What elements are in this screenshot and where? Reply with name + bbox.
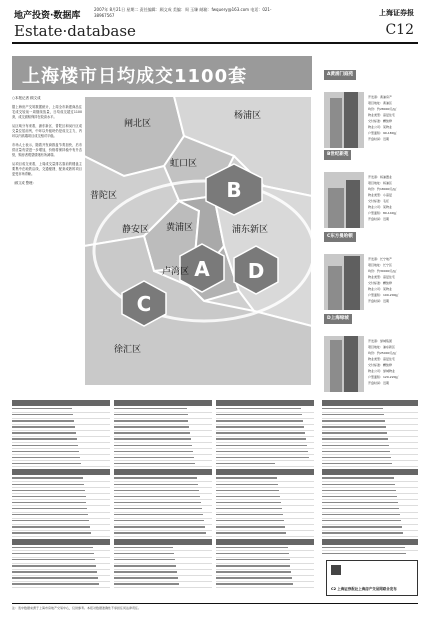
listing-row bbox=[12, 414, 110, 419]
listing-section-header bbox=[322, 400, 418, 406]
listing-row bbox=[322, 496, 418, 501]
district-label: 普陀区 bbox=[90, 191, 118, 201]
listing-row bbox=[216, 553, 314, 558]
sponsor-logo-icon bbox=[331, 565, 341, 575]
listing-row bbox=[216, 526, 314, 531]
listing-row bbox=[322, 457, 418, 462]
listing-row bbox=[114, 438, 212, 443]
listing-row bbox=[216, 583, 314, 588]
listing-row bbox=[12, 583, 110, 588]
listing-section-header bbox=[114, 469, 212, 475]
listing-row bbox=[216, 514, 314, 519]
page-number: C12 bbox=[385, 22, 414, 38]
listing-row bbox=[216, 477, 314, 482]
listing-row bbox=[12, 565, 110, 570]
listing-section-header bbox=[12, 539, 110, 545]
listing-row bbox=[322, 451, 418, 456]
building-photo bbox=[324, 92, 364, 148]
sponsor-text: C2 上海证券报社上海房产交易网联合发布 bbox=[331, 587, 397, 591]
project-details: 开发商：黄浦房产 项目地址：黄浦区 均价：约28000元/㎡ 物业类型：高层住宅 交付标准：精装修 物业公司：某物业 户型面积：90-180㎡ 开盘时间：近期 bbox=[368, 95, 397, 141]
listing-row bbox=[114, 577, 212, 582]
project-panel-title: C东方曼哈顿 bbox=[324, 232, 356, 242]
listing-section-header bbox=[216, 469, 314, 475]
project-panel-title: B世纪新苑 bbox=[324, 150, 351, 160]
building-photo bbox=[324, 336, 364, 392]
listing-row bbox=[12, 577, 110, 582]
listing-column bbox=[216, 398, 314, 590]
article-paragraph: 从区域分布来看，浦东新区、普陀区和闵行区成交量位居前列，中环以外板块仍是成交主力，内环以内高端项目成交相对平稳。 bbox=[12, 124, 82, 138]
listing-column bbox=[322, 398, 418, 554]
district-label: 浦东新区 bbox=[232, 225, 269, 235]
listing-row bbox=[322, 532, 418, 537]
building-photo bbox=[324, 254, 364, 310]
sponsor-box bbox=[326, 560, 418, 596]
listing-row bbox=[216, 532, 314, 537]
listing-row bbox=[12, 508, 110, 513]
listing-row bbox=[12, 532, 110, 537]
project-panel-b bbox=[324, 150, 418, 221]
listing-row bbox=[322, 432, 418, 437]
building-photo bbox=[324, 172, 364, 228]
page-header bbox=[8, 4, 418, 50]
listing-row bbox=[216, 420, 314, 425]
listing-row bbox=[12, 526, 110, 531]
listing-row bbox=[216, 565, 314, 570]
listing-row bbox=[322, 520, 418, 525]
listing-row bbox=[12, 457, 110, 462]
marker-a-label: A bbox=[194, 257, 210, 281]
listing-row bbox=[114, 457, 212, 462]
listing-section-header bbox=[322, 469, 418, 475]
listing-row bbox=[12, 553, 110, 558]
listing-row bbox=[322, 426, 418, 431]
listing-row bbox=[114, 526, 212, 531]
listing-row bbox=[12, 445, 110, 450]
listing-row bbox=[216, 577, 314, 582]
listing-row bbox=[12, 463, 110, 468]
project-details: 开发商：杨浦置业 项目地址：杨浦区 均价：约18000元/㎡ 物业类型：小高层 交付标准：毛坯 物业公司：某物业 户型面积：80-140㎡ 开盘时间：近期 bbox=[368, 175, 397, 221]
listing-row bbox=[216, 520, 314, 525]
listing-row bbox=[216, 502, 314, 507]
district-label: 黄浦区 bbox=[166, 223, 194, 233]
listing-row bbox=[12, 477, 110, 482]
listing-row bbox=[216, 559, 314, 564]
project-details: 开发商：长宁地产 项目地址：长宁区 均价：约30000元/㎡ 物业类型：高层住宅 交付标准：精装修 物业公司：某物业 户型面积：100-200㎡ 开盘时间：近期 bbox=[368, 257, 399, 303]
listing-row bbox=[322, 547, 418, 552]
listing-row bbox=[114, 583, 212, 588]
listing-row bbox=[216, 426, 314, 431]
listing-row bbox=[12, 408, 110, 413]
listing-row bbox=[114, 426, 212, 431]
listing-row bbox=[114, 520, 212, 525]
district-label: 徐汇区 bbox=[114, 345, 142, 355]
listing-row bbox=[114, 547, 212, 552]
project-panel-title: A黄浦门庭苑 bbox=[324, 70, 356, 80]
listing-row bbox=[322, 490, 418, 495]
listing-row bbox=[216, 484, 314, 489]
listing-row bbox=[216, 445, 314, 450]
listing-row bbox=[216, 408, 314, 413]
listing-row bbox=[322, 438, 418, 443]
listing-row bbox=[12, 496, 110, 501]
listing-row bbox=[12, 559, 110, 564]
listing-row bbox=[114, 484, 212, 489]
listing-section-header bbox=[114, 539, 212, 545]
listing-row bbox=[322, 484, 418, 489]
district-map bbox=[84, 96, 312, 386]
project-panel-c bbox=[324, 232, 418, 303]
listing-row bbox=[322, 445, 418, 450]
listing-row bbox=[114, 514, 212, 519]
listing-row bbox=[114, 553, 212, 558]
listing-row bbox=[114, 508, 212, 513]
listing-row bbox=[216, 438, 314, 443]
listing-row bbox=[114, 502, 212, 507]
listing-row bbox=[114, 420, 212, 425]
listing-row bbox=[216, 432, 314, 437]
listing-row bbox=[216, 457, 314, 462]
listing-section-header bbox=[216, 400, 314, 406]
listing-section-header bbox=[12, 469, 110, 475]
listing-row bbox=[12, 547, 110, 552]
listing-row bbox=[12, 484, 110, 489]
listing-row bbox=[12, 571, 110, 576]
listing-row bbox=[114, 559, 212, 564]
listing-row bbox=[114, 408, 212, 413]
listing-row bbox=[12, 502, 110, 507]
listing-row bbox=[322, 514, 418, 519]
listing-row bbox=[12, 438, 110, 443]
listing-row bbox=[322, 463, 418, 468]
project-panel-title: D上海绿城 bbox=[324, 314, 352, 324]
listing-row bbox=[114, 463, 212, 468]
listing-section-header bbox=[12, 400, 110, 406]
headline: 上海楼市日均成交1100套 bbox=[22, 66, 248, 87]
listing-row bbox=[322, 477, 418, 482]
listing-row bbox=[216, 414, 314, 419]
listing-row bbox=[114, 532, 212, 537]
section-title: 地产投资·数据库 bbox=[14, 11, 81, 21]
district-label: 卢湾区 bbox=[162, 267, 190, 277]
project-panel-a bbox=[324, 70, 418, 141]
listing-row bbox=[322, 408, 418, 413]
listing-row bbox=[12, 420, 110, 425]
listing-row bbox=[322, 414, 418, 419]
listing-row bbox=[114, 496, 212, 501]
district-label: 虹口区 bbox=[170, 159, 198, 169]
article-paragraph: 据上海房产交易数据统计，上周全市新建商品住宅成交较前一周继续放量，日均成交超过1100套，成交面积保持在较高水平。 bbox=[12, 105, 82, 119]
article-paragraph: 从项目成交来看，上周成交量排名靠前的楼盘主要集中在地铁沿线，交通便捷、配套成熟的项目更受市场青睐。 bbox=[12, 162, 82, 176]
listing-row bbox=[12, 451, 110, 456]
listing-row bbox=[12, 514, 110, 519]
listing-row bbox=[322, 526, 418, 531]
listing-row bbox=[216, 490, 314, 495]
listing-row bbox=[216, 496, 314, 501]
marker-b-label: B bbox=[226, 178, 242, 202]
marker-d-label: D bbox=[247, 259, 265, 283]
listing-row bbox=[12, 432, 110, 437]
header-rule bbox=[12, 42, 418, 44]
newspaper-brand: 上海证券报 bbox=[379, 9, 414, 17]
listing-row bbox=[322, 553, 418, 554]
listing-row bbox=[216, 547, 314, 552]
listing-section-header bbox=[114, 400, 212, 406]
listing-row bbox=[12, 490, 110, 495]
article-paragraph: 市场人士表示，随着开发商推盘节奏加快，后市供应量有望进一步增加，价格将保持稳中有升态势，购房者观望情绪有所减弱。 bbox=[12, 143, 82, 157]
project-panel-d bbox=[324, 314, 418, 385]
listing-row bbox=[114, 432, 212, 437]
listing-section-header bbox=[322, 539, 418, 545]
listing-row bbox=[322, 420, 418, 425]
section-english-title: Estate·database bbox=[14, 22, 136, 40]
listing-row bbox=[114, 477, 212, 482]
listing-row bbox=[216, 508, 314, 513]
district-label: 静安区 bbox=[122, 225, 150, 235]
issue-info: 2007年 8月21日 星期二 责任编辑：顾文成 美编：周 玉臻 邮箱：fwquery@163.com 电话：021-38967567 bbox=[94, 7, 272, 18]
listing-row bbox=[322, 508, 418, 513]
marker-c-label: C bbox=[136, 292, 152, 316]
listing-section-header bbox=[216, 539, 314, 545]
listing-row bbox=[12, 520, 110, 525]
listing-row bbox=[216, 463, 314, 468]
listing-row bbox=[114, 571, 212, 576]
district-label: 杨浦区 bbox=[234, 111, 262, 121]
listing-row bbox=[216, 451, 314, 456]
article-column bbox=[12, 96, 82, 388]
headline-bar bbox=[12, 56, 312, 90]
listing-row bbox=[12, 426, 110, 431]
listing-column bbox=[114, 398, 212, 590]
listing-row bbox=[322, 502, 418, 507]
project-details: 开发商：绿城集团 项目地址：浦东新区 均价：约25000元/㎡ 物业类型：高层住宅 交付标准：精装修 物业公司：绿城物业 户型面积：120-220㎡ 开盘时间：近期 bbox=[368, 339, 399, 385]
listing-column bbox=[12, 398, 110, 590]
article-end-note: （顾文成 整理） bbox=[12, 181, 36, 185]
listing-row bbox=[114, 451, 212, 456]
article-byline: ○本报记者 顾文成 bbox=[12, 96, 41, 100]
listing-row bbox=[216, 571, 314, 576]
listing-row bbox=[114, 445, 212, 450]
page-footer: 注：表中数据来源于上海市房地产交易中心，仅供参考。本报对数据准确性不承担任何法律责任。 bbox=[12, 603, 418, 610]
listing-row bbox=[114, 490, 212, 495]
district-label: 闸北区 bbox=[124, 119, 152, 129]
listing-row bbox=[114, 565, 212, 570]
listing-row bbox=[114, 414, 212, 419]
